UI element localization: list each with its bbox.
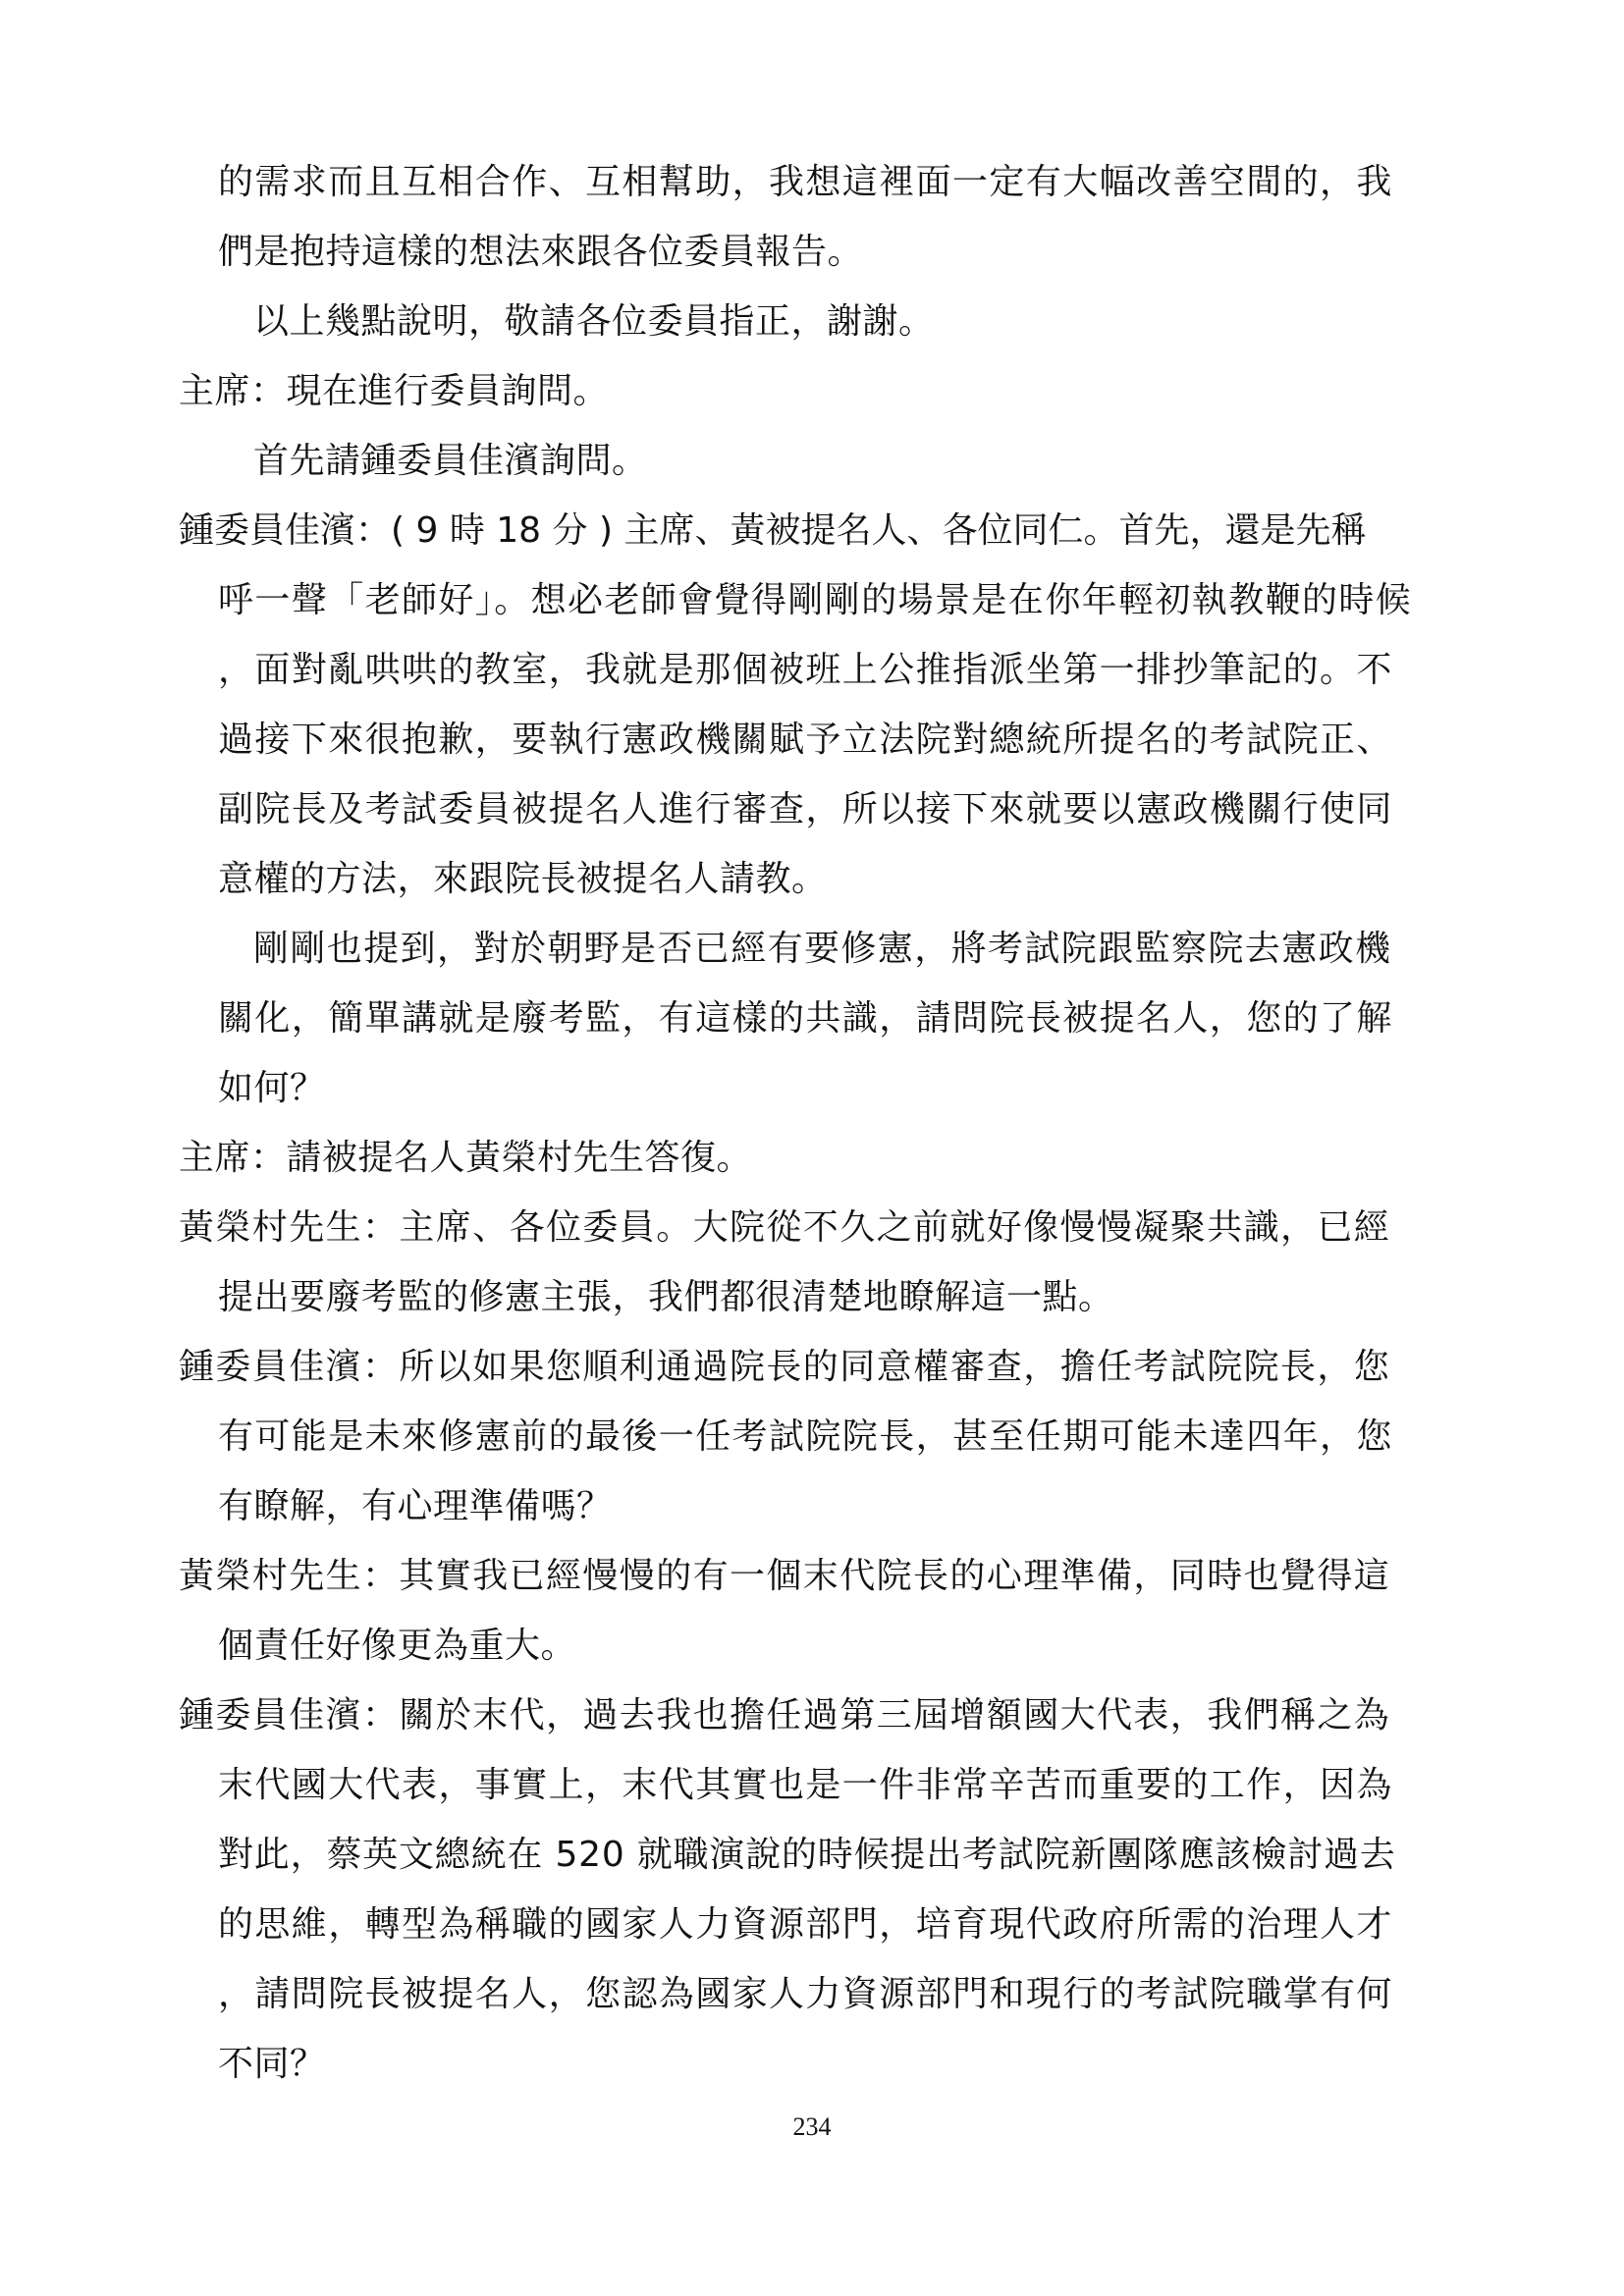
text-line: 的需求而且互相合作、互相幫助，我想這裡面一定有大幅改善空間的，我 — [218, 162, 1393, 202]
speaker-line: 鍾委員佳濱：( 9 時 18 分 ) 主席、黃被提名人、各位同仁。首先，還是先稱 — [179, 510, 1367, 551]
speaker-line: 鍾委員佳濱：所以如果您順利通過院長的同意權審查，擔任考試院院長，您 — [179, 1347, 1391, 1387]
page-number: 234 — [792, 2112, 832, 2141]
text-line: 對此，蔡英文總統在 520 就職演說的時候提出考試院新團隊應該檢討過去 — [218, 1835, 1396, 1875]
text-line: 呼一聲「老師好」。想必老師會覺得剛剛的場景是在你年輕初執教鞭的時候 — [218, 580, 1413, 620]
speaker-line: 黃榮村先生：其實我已經慢慢的有一個末代院長的心理準備，同時也覺得這 — [179, 1556, 1391, 1596]
text-line: 有瞭解，有心理準備嗎？ — [218, 1486, 613, 1526]
text-line: 的思維，轉型為稱職的國家人力資源部門，培育現代政府所需的治理人才 — [218, 1904, 1393, 1945]
text-line: ，面對亂哄哄的教室，我就是那個被班上公推指派坐第一排抄筆記的。不 — [218, 650, 1393, 690]
text-line: 們是抱持這樣的想法來跟各位委員報告。 — [218, 232, 864, 272]
text-line: 以上幾點說明，敬請各位委員指正，謝謝。 — [253, 301, 935, 342]
text-line: 個責任好像更為重大。 — [218, 1626, 577, 1666]
text-line: 有可能是未來修憲前的最後一任考試院院長，甚至任期可能未達四年，您 — [218, 1416, 1393, 1457]
text-line: 不同？ — [218, 2044, 326, 2084]
speaker-line: 主席：請被提名人黃榮村先生答復。 — [179, 1138, 753, 1178]
speaker-line: 鍾委員佳濱：關於末代，過去我也擔任過第三屆增額國大代表，我們稱之為 — [179, 1695, 1391, 1735]
text-line: 首先請鍾委員佳濱詢問。 — [253, 441, 648, 481]
text-line: 過接下來很抱歉，要執行憲政機關賦予立法院對總統所提名的考試院正、 — [218, 720, 1393, 760]
text-line: 剛剛也提到，對於朝野是否已經有要修憲，將考試院跟監察院去憲政機 — [253, 929, 1392, 969]
speaker-line: 主席：現在進行委員詢問。 — [179, 371, 610, 411]
text-line: ，請問院長被提名人，您認為國家人力資源部門和現行的考試院職掌有何 — [218, 1974, 1393, 2014]
text-line: 副院長及考試委員被提名人進行審查，所以接下來就要以憲政機關行使同 — [218, 789, 1393, 829]
speaker-line: 黃榮村先生：主席、各位委員。大院從不久之前就好像慢慢凝聚共識，已經 — [179, 1207, 1391, 1248]
text-line: 提出要廢考監的修憲主張，我們都很清楚地瞭解這一點。 — [218, 1277, 1114, 1317]
text-line: 關化，簡單講就是廢考監，有這樣的共識，請問院長被提名人，您的了解 — [218, 998, 1393, 1039]
text-line: 意權的方法，來跟院長被提名人請教。 — [218, 859, 828, 899]
text-line: 如何？ — [218, 1068, 326, 1108]
text-line: 末代國大代表，事實上，末代其實也是一件非常辛苦而重要的工作，因為 — [218, 1765, 1393, 1805]
